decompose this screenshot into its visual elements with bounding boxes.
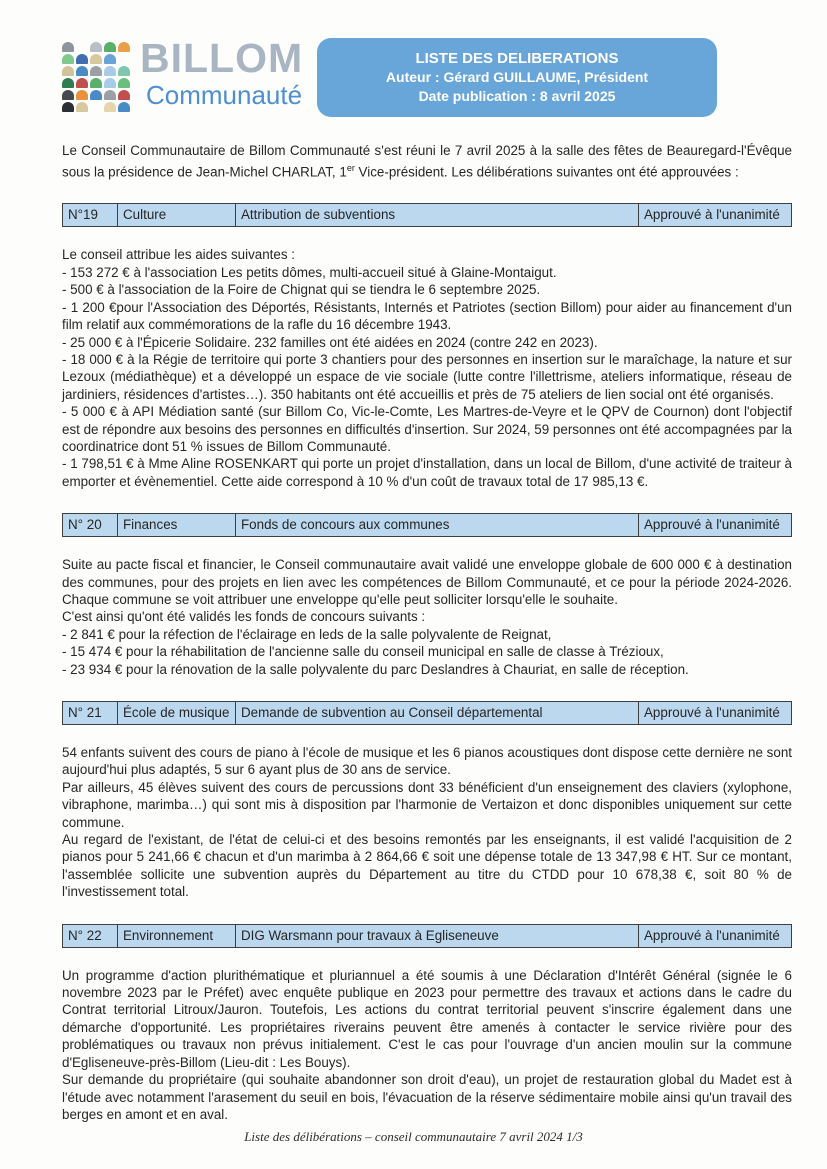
logo-tile — [62, 42, 74, 52]
paragraph: - 25 000 € à l'Épicerie Solidaire. 232 familles ont été aidées en 2024 (contre 242 en 2023). — [62, 334, 598, 350]
deliberation-number: N°19 — [63, 204, 118, 226]
deliberation-row-20 — [62, 513, 792, 537]
logo-tile — [90, 66, 102, 76]
logo-tile — [118, 78, 130, 88]
logo-tile — [76, 78, 88, 88]
paragraph: Un programme d'action plurithématique et pluriannuel a été soumis à une Déclaration d'Intérêt Général (signée le 6 novembre 2023 par le Préfet) avec enquête publique en 2023 pour permettre des travaux et actions dans le cadre du Contrat territorial Litroux/Jauron. Toutefois, Les actions du contrat territorial peuvent s'inscrire également dans une démarche d'opportunité. Les propriétaires riverains peuvent être amenés à contacter le service rivière pour des problématiques ou travaux non prévus initialement. C'est le cas pour l'ouvrage d'un ancien moulin sur la commune d'Egliseneuve-près-Billom (Lieu-dit : Les Bouys). — [62, 967, 792, 1070]
logo-tile — [104, 78, 116, 88]
logo-wordmark — [140, 35, 304, 110]
deliberation-status: Approuvé à l'unanimité — [644, 517, 780, 533]
document-author: Auteur : Gérard GUILLAUME, Président — [385, 69, 649, 85]
deliberation-row-21 — [62, 701, 792, 725]
paragraph: - 500 € à l'association de la Foire de Chignat qui se tiendra le 6 septembre 2025. — [62, 282, 541, 298]
logo-tile — [104, 42, 116, 52]
deliberation-subject: Fonds de concours aux communes — [236, 514, 639, 536]
document-publication-date: Date publication : 8 avril 2025 — [418, 88, 616, 104]
paragraph: Suite au pacte fiscal et financier, le Conseil communautaire avait validé une enveloppe globale de 600 000 € à destination des communes, pour des projets en lien avec les compétences de Billom Communauté, et ce pour la période 2024-2026. Chaque commune se voit attribuer une enveloppe qu'elle peut solliciter lorsqu'elle le souhaite. — [62, 557, 792, 607]
deliberation-body-19 — [62, 246, 792, 490]
logo-tile — [62, 90, 74, 100]
logo-tile — [62, 102, 74, 112]
logo-brand-text: BILLOM — [140, 35, 304, 81]
paragraph: - 2 841 € pour la réfection de l'éclairage en leds de la salle polyvalente de Reignat, — [62, 626, 552, 642]
deliberation-body-22 — [62, 967, 792, 1124]
paragraph: Au regard de l'existant, de l'état de celui-ci et des besoins remontés par les enseignants, il est validé l'acquisition de 2 pianos pour 5 241,66 € chacun et d'un marimba à 2 864,66 € soit une dépense totale de 13 347,98 € HT. Sur ce montant, l'assemblée sollicite une subvention auprès du Département au titre du CTDD pour 10 678,38 €, soit 80 % de l'investissement total. — [62, 832, 792, 900]
paragraph: - 15 474 € pour la réhabilitation de l'ancienne salle du conseil municipal en salle de classe à Trézioux, — [62, 644, 664, 660]
logo-mosaic-icon — [62, 42, 130, 112]
logo-tile — [118, 42, 130, 52]
paragraph: Le conseil attribue les aides suivantes : — [62, 247, 295, 263]
deliberations-title-box — [317, 38, 717, 117]
logo-tile — [118, 102, 130, 112]
intro-paragraph — [62, 142, 792, 180]
deliberation-category: Finances — [118, 514, 236, 536]
paragraph: - 153 272 € à l'association Les petits dômes, multi-accueil situé à Glaine-Montaigut. — [62, 264, 557, 280]
deliberation-status: Approuvé à l'unanimité — [644, 705, 780, 720]
logo-tile — [104, 66, 116, 76]
intro-part2: Vice-président. Les délibérations suivantes ont été approuvées : — [354, 163, 739, 179]
logo-tile — [76, 54, 88, 64]
intro-superscript: er — [346, 162, 355, 173]
logo-tile — [118, 66, 130, 76]
page-header — [62, 35, 792, 117]
logo-tile — [90, 90, 102, 100]
paragraph: - 5 000 € à API Médiation santé (sur Billom Co, Vic-le-Comte, Les Martres-de-Veyre et le QPV de Cournon) dont l'objectif est de répondre aux besoins des personnes en difficultés d'insertion. Sur 2024, 59 personnes ont été accompagnées par la coordinatrice dont 51 % issues de Billom Communauté. — [62, 404, 792, 454]
logo-subtitle-text: Communauté — [146, 80, 303, 110]
logo-tile — [62, 66, 74, 76]
paragraph: - 18 000 € à la Régie de territoire qui porte 3 chantiers pour des personnes en insertion sur le maraîchage, la nature et sur Lezoux (médiathèque) et a développé un espace de vie sociale (lutte contre l'illettrisme, ateliers informatique, réseau de jardiniers, résidences d'artistes…). 350 habitants ont été accueillis et près de 75 ateliers de lien social ont été organisés. — [62, 351, 792, 402]
deliberation-row-19 — [62, 203, 792, 227]
deliberation-body-20 — [62, 556, 792, 678]
logo-tile — [76, 66, 88, 76]
billom-logo — [62, 35, 315, 112]
paragraph: 54 enfants suivent des cours de piano à l'école de musique et les 6 pianos acoustiques dont dispose cette dernière ne sont aujourd'hui plus adaptés, 5 sur 6 ayant plus de 30 ans de service. — [62, 745, 792, 778]
logo-tile — [90, 78, 102, 88]
deliberation-row-22 — [62, 924, 792, 948]
logo-tile — [76, 90, 88, 100]
logo-tile — [90, 54, 102, 64]
logo-tile — [76, 102, 88, 112]
logo-tile — [62, 54, 74, 64]
deliberation-subject: DIG Warsmann pour travaux à Egliseneuve — [236, 925, 639, 947]
paragraph: Par ailleurs, 45 élèves suivent des cours de percussions dont 33 bénéficient d'un enseignement des claviers (xylophone, vibraphone, marimba…) qui sont mis à disposition par l'harmonie de Vertaizon et donc disponibles uniquement sur cette commune. — [62, 779, 792, 830]
paragraph: C'est ainsi qu'ont été validés les fonds de concours suivants : — [62, 609, 426, 625]
logo-tile — [62, 78, 74, 88]
deliberation-category: Culture — [118, 204, 236, 226]
paragraph: Sur demande du propriétaire (qui souhaite abandonner son droit d'eau), un projet de restauration global du Madet est à l'étude avec notamment l'arasement du seuil en bois, l'évacuation de la réserve sédimentaire mobile ainsi qu'un travail des berges en amont et en aval. — [62, 1072, 792, 1122]
paragraph: - 23 934 € pour la rénovation de la salle polyvalente du parc Deslandres à Chauriat, en salle de réception. — [62, 661, 689, 677]
logo-tile — [104, 102, 116, 112]
deliberation-status: Approuvé à l'unanimité — [644, 927, 780, 943]
paragraph: - 1 798,51 € à Mme Aline ROSENKART qui porte un projet d'installation, dans un local de Billom, d'une activité de traiteur à emporter et évènementiel. Cette aide correspond à 10 % d'un coût de travaux total de 17 985,13 €. — [62, 456, 792, 489]
paragraph: - 1 200 €pour l'Association des Déportés, Résistants, Internés et Patriotes (section Billom) pour aider au financement d'un film relatif aux commémorations de la rafle du 16 décembre 1943. — [62, 299, 792, 333]
deliberation-subject: Attribution de subventions — [236, 204, 639, 226]
page-footer: Liste des délibérations – conseil communautaire 7 avril 2024 1/3 — [244, 1129, 583, 1144]
deliberation-category: École de musique — [118, 702, 236, 724]
deliberation-number: N° 22 — [63, 925, 118, 947]
deliberation-number: N° 20 — [63, 514, 118, 536]
deliberation-status: Approuvé à l'unanimité — [644, 207, 780, 223]
deliberation-number: N° 21 — [63, 702, 118, 724]
deliberation-category: Environnement — [118, 925, 236, 947]
document-title: LISTE DES DELIBERATIONS — [415, 50, 619, 67]
deliberation-subject: Demande de subvention au Conseil départemental — [236, 702, 639, 724]
logo-tile — [104, 90, 116, 100]
logo-tile — [118, 90, 130, 100]
logo-tile — [90, 42, 102, 52]
deliberation-body-21 — [62, 744, 792, 901]
logo-tile — [104, 54, 116, 64]
intro-part1: Le Conseil Communautaire de Billom Communauté s'est réuni le 7 avril 2025 à la salle des fêtes de Beauregard-l'Évêque sous la présidence de Jean-Michel CHARLAT, 1 — [62, 143, 792, 179]
